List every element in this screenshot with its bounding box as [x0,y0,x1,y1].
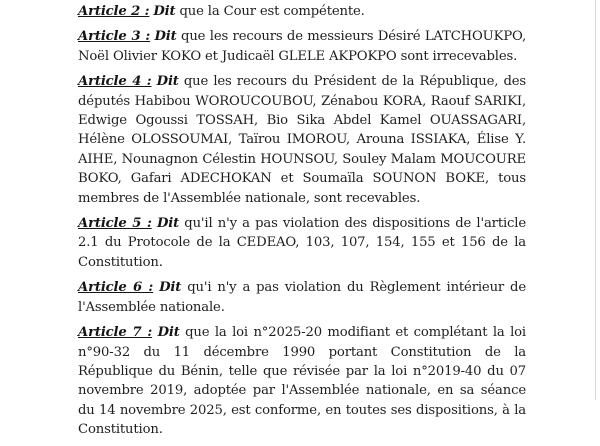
article-text: qu'i n'y a pas violation du Règlement intérieur de l'Assemblée nationale. [78,280,527,315]
article-text: que les recours de messieurs Désiré LATCHOUKPO, Noël Olivier KOKO et Judicaël GLELE AKPOKPO sont irrecevables. [78,29,526,64]
article-verb: Dit [156,74,179,90]
article-label: Article 5 : [78,216,152,232]
article-label: Article 4 : [78,74,152,90]
article-text: que la loi n°2025-20 modifiant et complétant la loi n°90-32 du 11 décembre 1990 portant Constitution de la République du Bénin, telle que révisée par la loi n°2019-40 du 07 novembre 2019, adoptée par l'Assemblée nationale, en sa séance du 14 novembre 2025, est conforme, en toutes ses dispositions, à la Constitution. [78,325,526,438]
article-verb: Dit [157,325,180,341]
article-text: que les recours du Président de la République, des députés Habibou WOROUCOUBOU, Zénabou KORA, Raouf SARIKI, Edwige Ogoussi TOSSAH, Bio Sika Abdel Kamel OUASSAGARI, Hélène OLOSSOUMAI, Taïrou IMOROU, Arouna ISSIAKA, Élise Y. AIHE, Nounagnon Célestin HOUNSOU, Souley Malam MOUCOURE BOKO, Gafari ADECHOKAN et Soumaïla SOUNON BOKE, tous membres de l'Assemblée nationale, sont recevables. [78,74,527,206]
article-7 [78,323,526,439]
article-text: que la Cour est compétente. [175,4,365,19]
article-label: Article 2 : [78,4,150,19]
article-6 [78,278,526,317]
article-verb: Dit [156,216,180,232]
article-5 [78,214,526,272]
article-2 [78,2,526,21]
article-label: Article 6 : [78,280,154,296]
article-verb: Dit [154,29,177,45]
article-4 [78,72,526,208]
article-verb: Dit [159,280,182,296]
page-edge-divider [595,0,596,400]
article-label: Article 3 : [78,29,151,45]
decision-document [78,2,526,446]
article-3 [78,27,526,66]
article-label: Article 7 : [78,325,153,341]
article-text: qu'il n'y a pas violation des dispositions de l'article 2.1 du Protocole de la CEDEAO, 103, 107, 154, 155 et 156 de la Constitution. [78,216,526,270]
article-verb: Dit [153,4,176,19]
